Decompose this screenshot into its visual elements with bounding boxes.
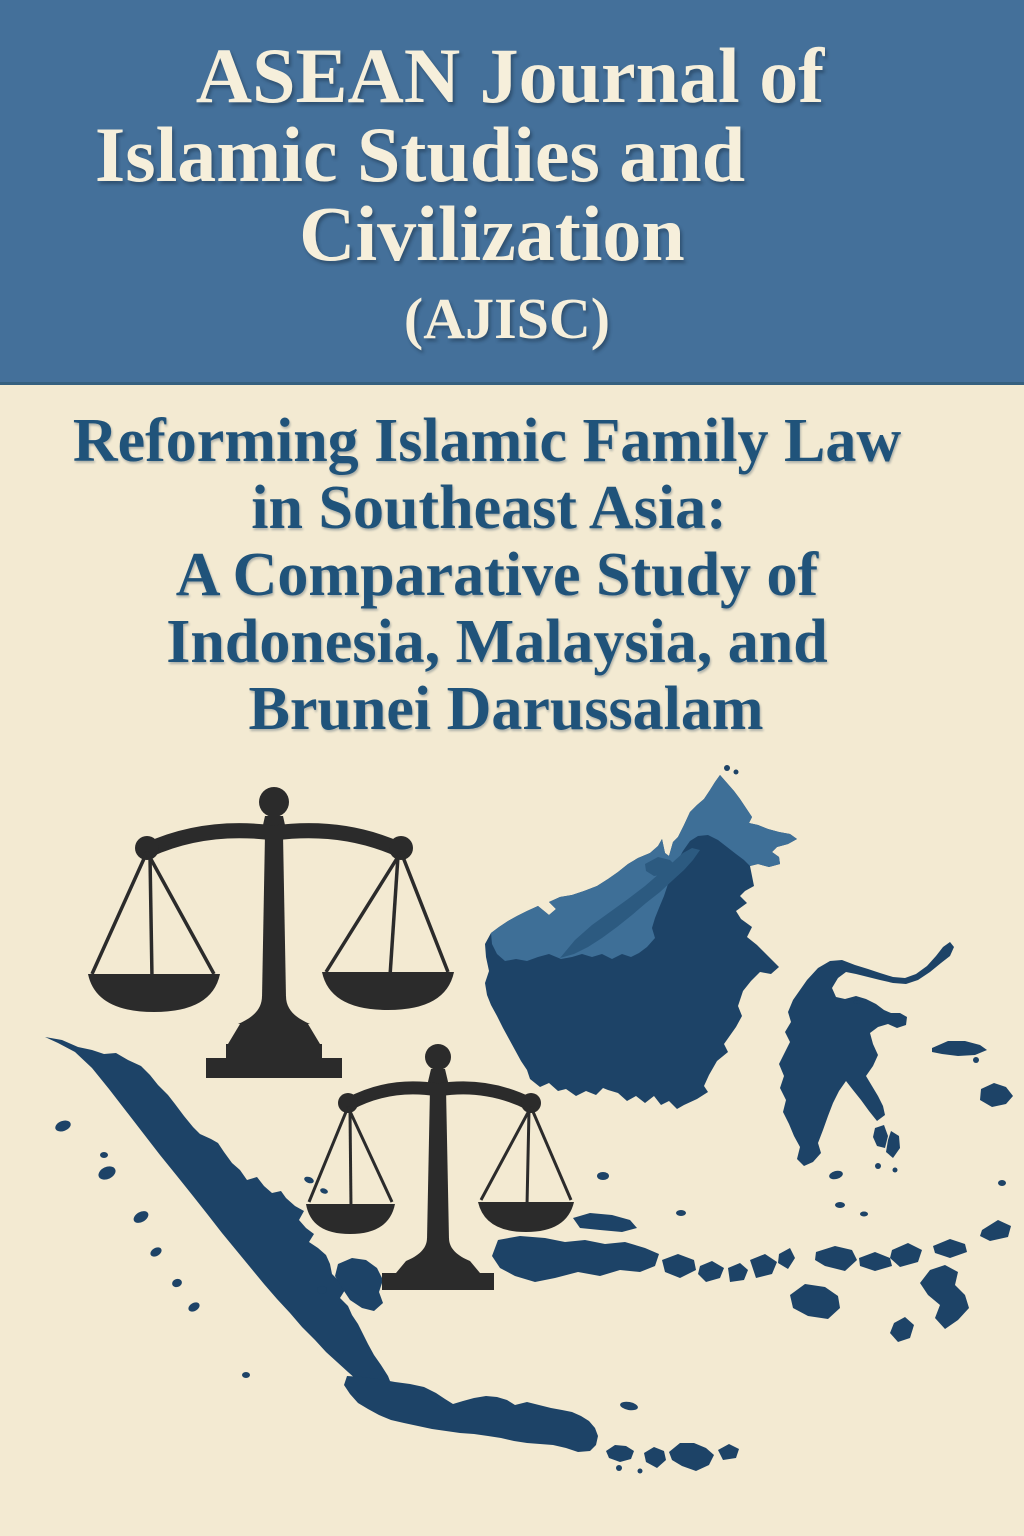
journal-abbreviation: (AJISC) <box>403 286 611 351</box>
journal-name-line3: Civilization <box>299 190 685 277</box>
article-title-line5: Brunei Darussalam <box>248 675 764 743</box>
justice-scales-large-icon <box>88 787 454 1078</box>
island-sulawesi <box>779 942 954 1166</box>
islets-around-sulawesi <box>853 1000 1013 1173</box>
justice-scales-small-icon <box>306 1044 574 1290</box>
island-java <box>344 1376 598 1452</box>
article-title-line2: in Southeast Asia: <box>251 474 727 542</box>
southeast-asia-map <box>45 765 1013 1474</box>
island-chain-middle <box>492 1169 1011 1342</box>
island-sumatra <box>45 1037 392 1401</box>
journal-name-line1: ASEAN Journal of <box>195 32 825 119</box>
island-borneo <box>485 775 797 1109</box>
islets-east-sumatra <box>317 1258 383 1311</box>
article-title-line1: Reforming Islamic Family Law <box>72 407 902 475</box>
region-borneo-midtone <box>560 848 700 958</box>
journal-header <box>0 0 1024 385</box>
islet-north-of-borneo <box>724 765 730 771</box>
region-borneo-malaysia <box>491 775 797 961</box>
islet-north-of-borneo <box>734 770 739 775</box>
islets-west-sumatra <box>54 1119 329 1378</box>
region-brunei-notch <box>645 857 676 876</box>
article-title-line4: Indonesia, Malaysia, and <box>166 608 828 676</box>
islands-bali-nusa-tenggara <box>606 1400 739 1473</box>
article-title-line3: A Comparative Study of <box>175 541 819 609</box>
journal-name-line2: Islamic Studies and <box>94 111 746 198</box>
article-title <box>0 408 1024 743</box>
